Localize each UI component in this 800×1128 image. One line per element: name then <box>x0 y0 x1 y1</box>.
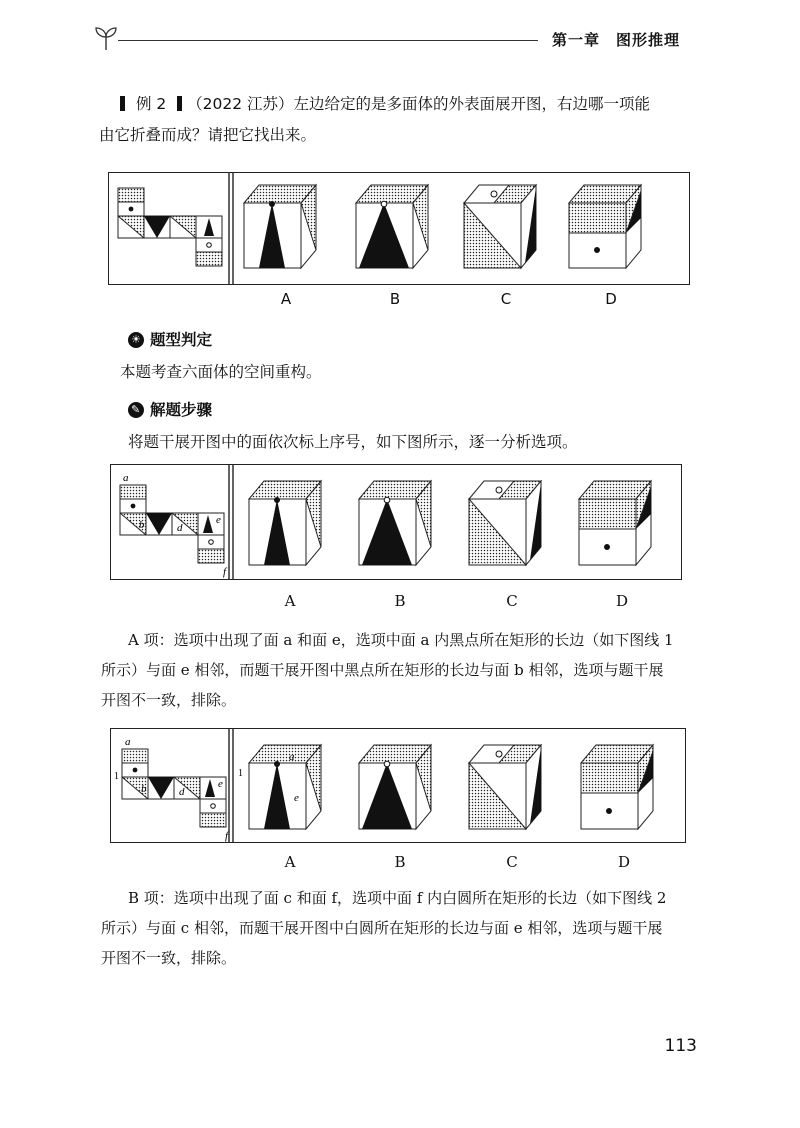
analysis-b-line-2: 所示）与面 c 相邻，而题干展开图中白圆所在矩形的长边与面 e 相邻，选项与题干展 <box>101 919 663 937</box>
cube-option-a <box>244 185 316 268</box>
example-source: （2022 江苏） <box>187 95 294 113</box>
figure-question <box>108 172 690 285</box>
analysis-a-line-1: A 项：选项中出现了面 a 和面 e，选项中面 a 内黑点所在矩形的长边（如下图线 1 <box>128 631 674 649</box>
cube-option-b-2 <box>359 481 431 565</box>
figure-question-drawing <box>109 173 689 284</box>
pencil-icon: ✎ <box>128 402 144 418</box>
header-rule <box>118 40 538 41</box>
face-label-f: f <box>223 566 227 578</box>
option-label-a: A <box>280 290 292 308</box>
option-label-c: C <box>500 290 512 308</box>
analysis-b-line-3: 开图不一致，排除。 <box>101 949 237 967</box>
face-label-d: d <box>177 522 183 534</box>
face-label-f-3: f <box>225 830 229 842</box>
sun-icon: ☀ <box>128 332 144 348</box>
section-type-title: 题型判定 <box>150 331 213 349</box>
cube-option-c-2 <box>469 481 541 565</box>
section-type-heading <box>128 328 212 350</box>
figure-line-1-drawing <box>111 729 685 842</box>
face-label-e-3: e <box>218 778 223 790</box>
cube-option-c-3 <box>469 745 541 829</box>
cube-option-a-2 <box>249 481 321 565</box>
unfolded-net-line-1 <box>114 736 230 842</box>
option-label-d-3: D <box>617 853 631 871</box>
section-steps-body: 将题干展开图中的面依次标上序号，如下图所示，逐一分析选项。 <box>128 433 578 451</box>
cube-option-b-3 <box>359 745 431 829</box>
bracket-left <box>120 96 125 111</box>
option-label-c-2: C <box>506 592 518 610</box>
bracket-right <box>177 96 182 111</box>
section-steps-heading <box>128 398 212 420</box>
cube-option-d-3 <box>581 745 653 829</box>
face-label-a-3: a <box>125 736 131 748</box>
cube-option-d-2 <box>579 481 651 565</box>
option-label-a-3: A <box>284 853 296 871</box>
option-label-a-2: A <box>284 592 296 610</box>
line-1-label-net: 1 <box>114 771 119 782</box>
question-line-1 <box>120 90 650 118</box>
option-label-d-2: D <box>615 592 629 610</box>
chapter-title: 第一章 图形推理 <box>552 31 681 49</box>
face-label-d-3: d <box>179 786 185 798</box>
unfolded-net-labeled <box>120 472 228 578</box>
face-label-e: e <box>216 514 221 526</box>
analysis-b-line-1: B 项：选项中出现了面 c 和面 f，选项中面 f 内白圆所在矩形的长边（如下图线 2 <box>128 889 667 907</box>
figure-line-1 <box>110 728 686 843</box>
analysis-a-line-2: 所示）与面 e 相邻，而题干展开图中黑点所在矩形的长边与面 b 相邻，选项与题干展 <box>101 661 664 679</box>
figure-labeled <box>110 464 682 580</box>
face-label-b-3: b <box>141 783 147 795</box>
page-number: 113 <box>664 1036 697 1056</box>
cube-label-a: a <box>289 751 295 763</box>
question-text-1: 左边给定的是多面体的外表面展开图，右边哪一项能 <box>293 95 650 113</box>
line-1-label-cube: 1 <box>238 768 243 779</box>
question-line-2: 由它折叠而成？请把它找出来。 <box>99 126 317 144</box>
cube-option-a-3 <box>238 745 321 829</box>
option-label-c-3: C <box>506 853 518 871</box>
cube-option-c <box>464 185 536 268</box>
face-label-a: a <box>123 472 129 484</box>
option-label-b: B <box>389 290 401 308</box>
option-label-d: D <box>605 290 617 308</box>
unfolded-net <box>118 188 222 266</box>
section-steps-title: 解题步骤 <box>150 401 213 419</box>
face-label-b: b <box>139 519 145 531</box>
option-label-b-3: B <box>394 853 406 871</box>
figure-labeled-drawing <box>111 465 681 579</box>
section-type-body: 本题考查六面体的空间重构。 <box>120 363 322 381</box>
cube-option-d <box>569 185 641 268</box>
sprout-icon <box>92 24 120 52</box>
analysis-a-line-3: 开图不一致，排除。 <box>101 691 237 709</box>
cube-option-b <box>356 185 428 268</box>
option-label-b-2: B <box>394 592 406 610</box>
example-tag: 例 2 <box>135 95 167 113</box>
cube-label-e: e <box>294 792 299 804</box>
